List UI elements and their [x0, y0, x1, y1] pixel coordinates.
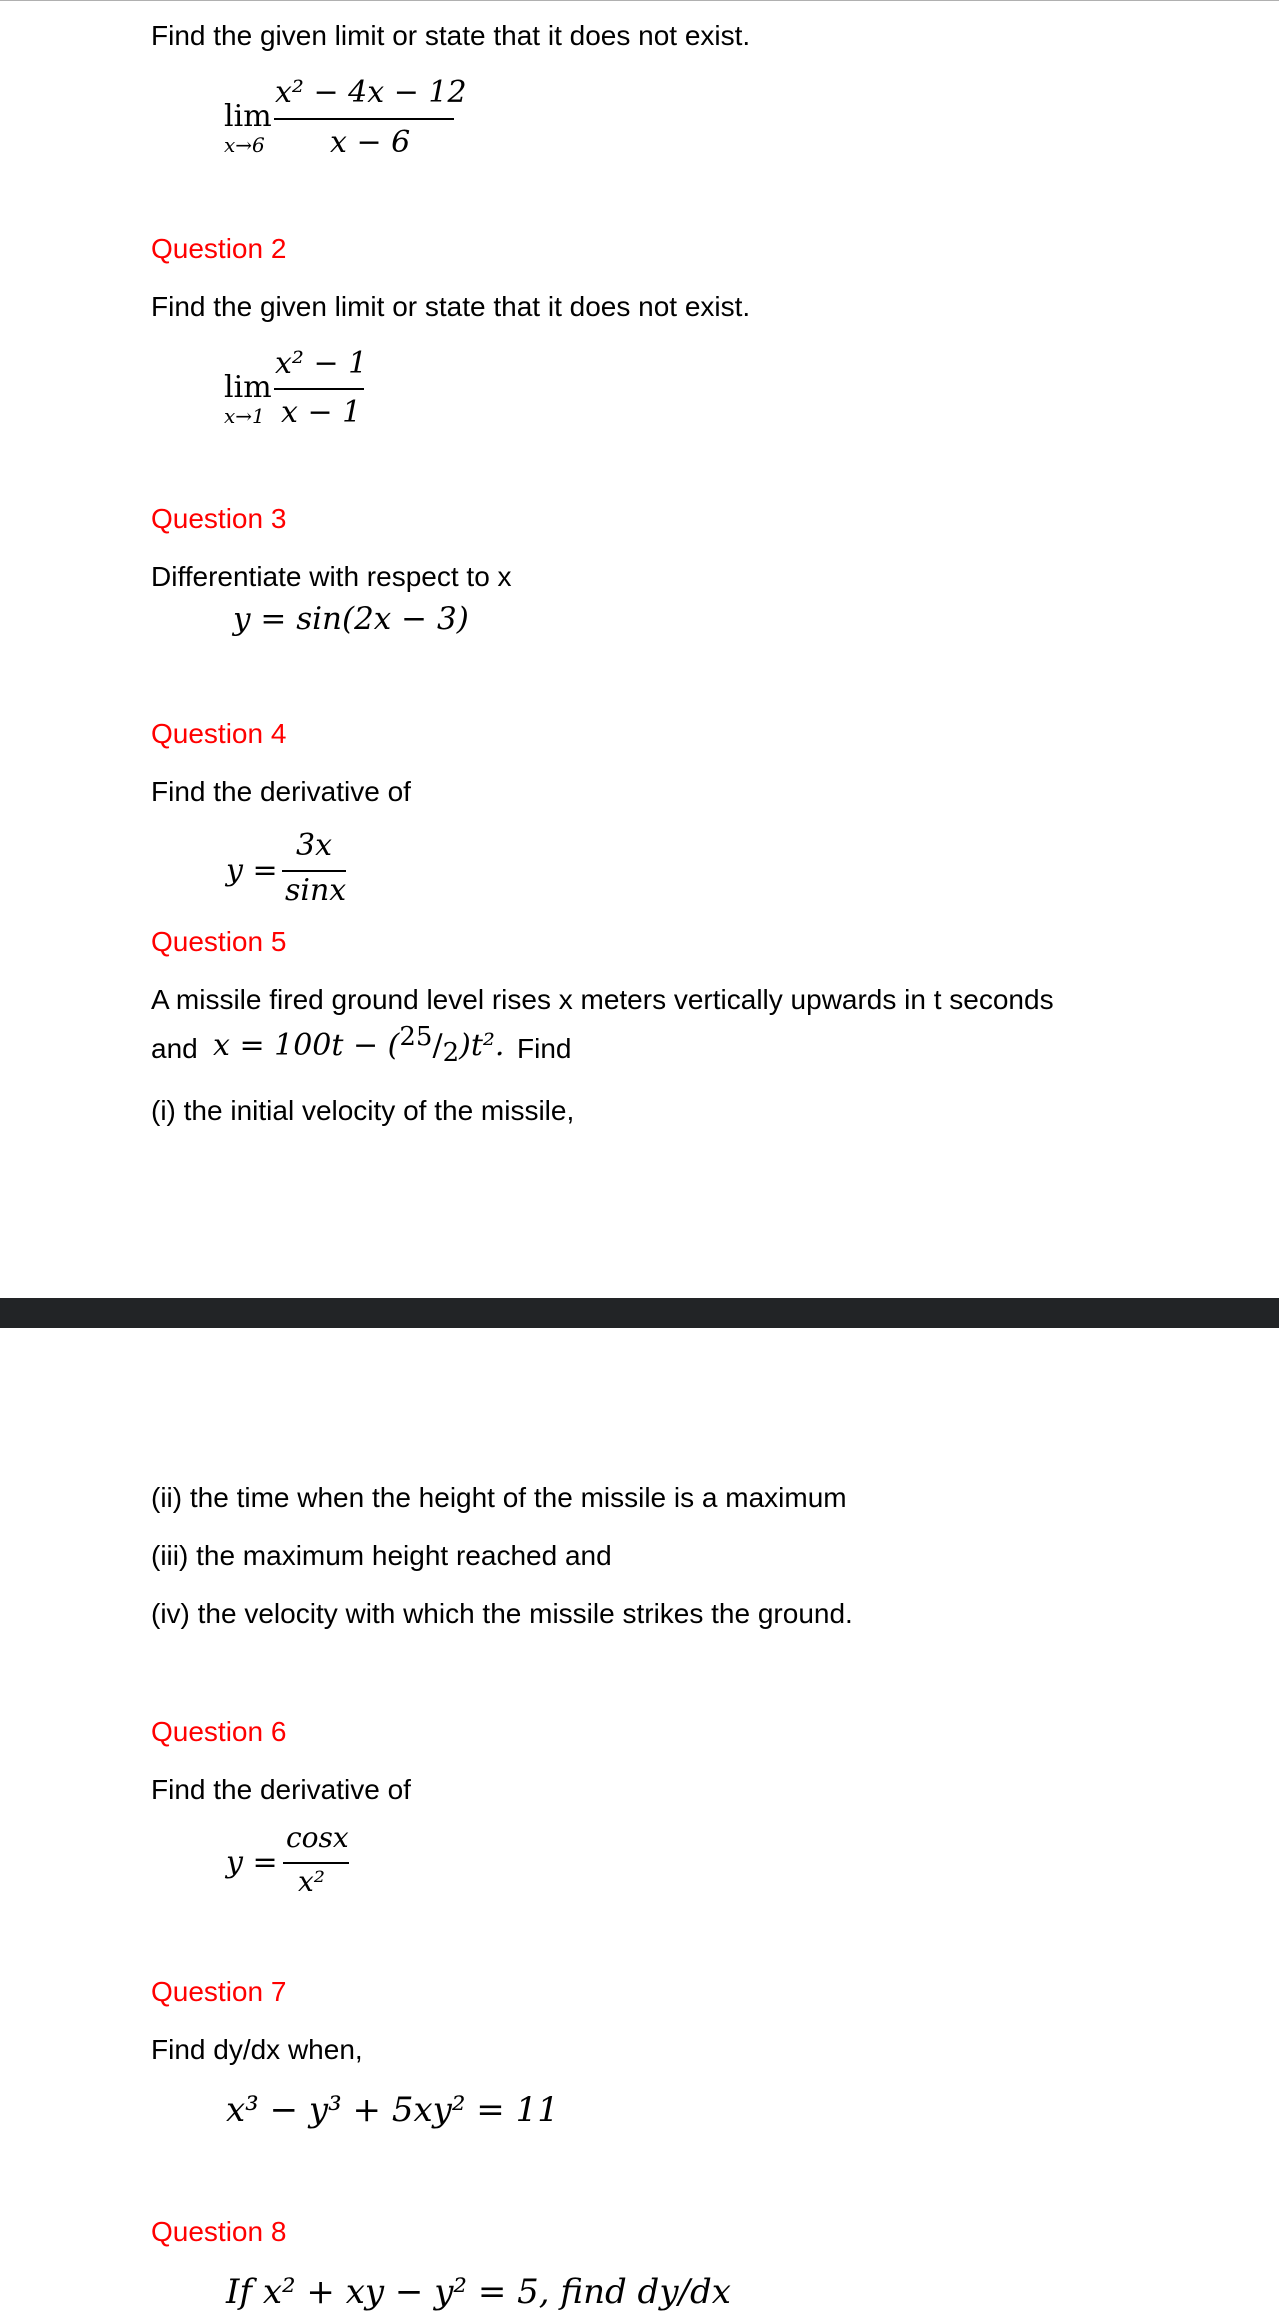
q4-fraction-bar: [282, 870, 346, 872]
q5-part-iii: (iii) the maximum height reached and: [151, 1540, 612, 1571]
q3-heading: Question 3: [151, 503, 287, 534]
q6-denominator: x²: [298, 1865, 326, 1898]
q1-denominator: x − 6: [330, 125, 411, 160]
q5-line1: A missile fired ground level rises x meters vertically upwards in t seconds: [151, 984, 1054, 1015]
q3-instruction: Differentiate with respect to x: [151, 561, 512, 592]
q5-heading: Question 5: [151, 926, 287, 957]
q6-numerator: cosx: [286, 1821, 349, 1854]
q1-limit-approach: x→6: [224, 133, 265, 157]
q2-denominator: x − 1: [281, 395, 362, 430]
q1-fraction-bar: [274, 118, 454, 120]
q6-fraction-bar: [283, 1862, 349, 1864]
q5-formula-den: 2: [442, 1038, 460, 1068]
q4-numerator: 3x: [296, 828, 333, 863]
q1-lim: lim: [224, 99, 272, 134]
q4-denominator: sinx: [285, 873, 347, 908]
q6-instruction: Find the derivative of: [151, 1774, 411, 1805]
q5-part-i: (i) the initial velocity of the missile,: [151, 1095, 575, 1126]
q5-formula: [213, 1022, 505, 1068]
q5-formula-b: )t².: [459, 1028, 505, 1063]
q2-instruction: Find the given limit or state that it does not exist.: [151, 291, 751, 322]
q5-formula-slash: /: [432, 1028, 443, 1063]
q1-instruction: Find the given limit or state that it does not exist.: [151, 20, 751, 51]
q7-heading: Question 7: [151, 1976, 287, 2007]
q2-fraction-bar: [274, 388, 364, 390]
q2-numerator: x² − 1: [275, 346, 368, 381]
q3-equation: y = sin(2x − 3): [233, 601, 469, 637]
page-top-border: [0, 0, 1279, 1]
q4-lhs: y =: [226, 853, 278, 888]
q2-heading: Question 2: [151, 233, 287, 264]
q8-equation: If x² + xy − y² = 5, find dy/dx: [226, 2272, 731, 2312]
q1-numerator: x² − 4x − 12: [275, 75, 467, 110]
q5-and: and: [151, 1033, 198, 1064]
q2-limit-approach: x→1: [224, 404, 265, 428]
q7-equation: x³ − y³ + 5xy² = 11: [226, 2090, 559, 2130]
q4-heading: Question 4: [151, 718, 287, 749]
q5-part-ii: (ii) the time when the height of the missile is a maximum: [151, 1482, 847, 1513]
q6-heading: Question 6: [151, 1716, 287, 1747]
q8-heading: Question 8: [151, 2216, 287, 2247]
q6-lhs: y =: [226, 1845, 278, 1880]
page-break-separator: [0, 1298, 1279, 1328]
q2-lim: lim: [224, 370, 272, 405]
q7-instruction: Find dy/dx when,: [151, 2034, 363, 2065]
q5-part-iv: (iv) the velocity with which the missile strikes the ground.: [151, 1598, 853, 1629]
q5-formula-a: x = 100t − (: [213, 1028, 400, 1063]
q5-find: Find: [517, 1033, 572, 1064]
q5-formula-num: 25: [399, 1022, 433, 1052]
q4-instruction: Find the derivative of: [151, 776, 411, 807]
